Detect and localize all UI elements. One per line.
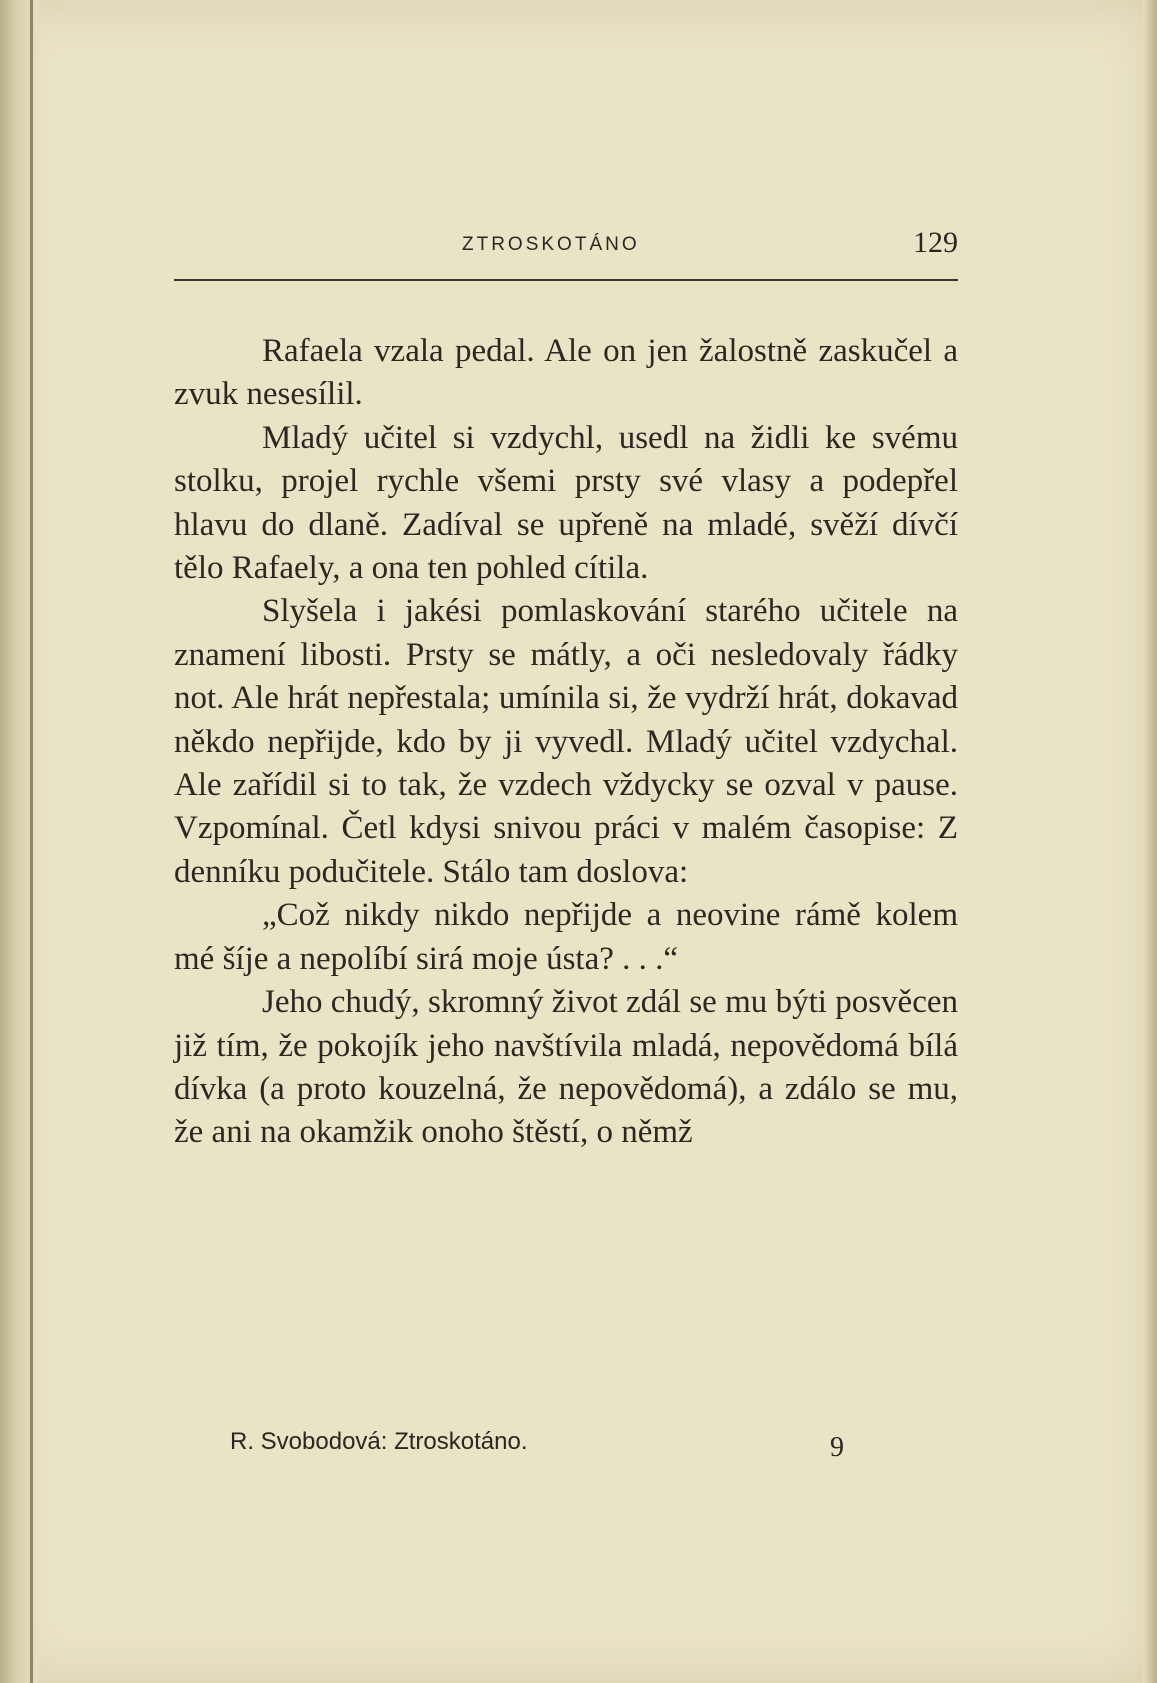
paragraph: Jeho chudý, skromný život zdál se mu býti posvěcen již tím, že pokojík jeho navštívila mladá, nepovědomá bílá dívka (a proto kouzelná, že nepovědomá), a zdálo se mu, že ani na okamžik onoho štěstí, o němž	[174, 984, 958, 1151]
running-head	[174, 226, 958, 266]
page-edge	[1143, 0, 1157, 1683]
paragraph: Rafaela vzala pedal. Ale on jen žalostně zaskučel a zvuk nesesílil.	[174, 333, 958, 413]
body-text	[174, 330, 958, 1155]
page-footer	[174, 1428, 958, 1464]
header-rule	[174, 279, 958, 281]
printer-signature: R. Svobodová: Ztroskotáno.	[230, 1428, 528, 1455]
sheet-number: 9	[830, 1432, 844, 1463]
paragraph: „Což nikdy nikdo nepřijde a neovine rámě kolem mé šíje a nepolíbí sirá moje ústa? . . .“	[174, 897, 958, 977]
running-head-title: ZTROSKOTÁNO	[462, 234, 640, 255]
paragraph: Slyšela i jakési pomlaskování starého učitele na znamení libosti. Prsty se mátly, a oči nesledovaly řádky not. Ale hrát nepřestala; umínila si, že vydrží hrát, dokavad někdo nepřijde, kdo by ji vyvedl. Mladý učitel vzdychal. Ale zařídil si to tak, že vzdech vždycky se ozval v pause. Vzpomínal. Četl kdysi snivou práci v malém časopise: Z denníku podučitele. Stálo tam doslova:	[174, 593, 958, 890]
binding-edge	[30, 0, 33, 1683]
page-number: 129	[913, 226, 958, 259]
paragraph: Mladý učitel si vzdychl, usedl na židli ke svému stolku, projel rychle všemi prsty své vlasy a podepřel hlavu do dlaně. Zadíval se upřeně na mladé, svěží dívčí tělo Rafaely, a ona ten pohled cítila.	[174, 419, 958, 587]
